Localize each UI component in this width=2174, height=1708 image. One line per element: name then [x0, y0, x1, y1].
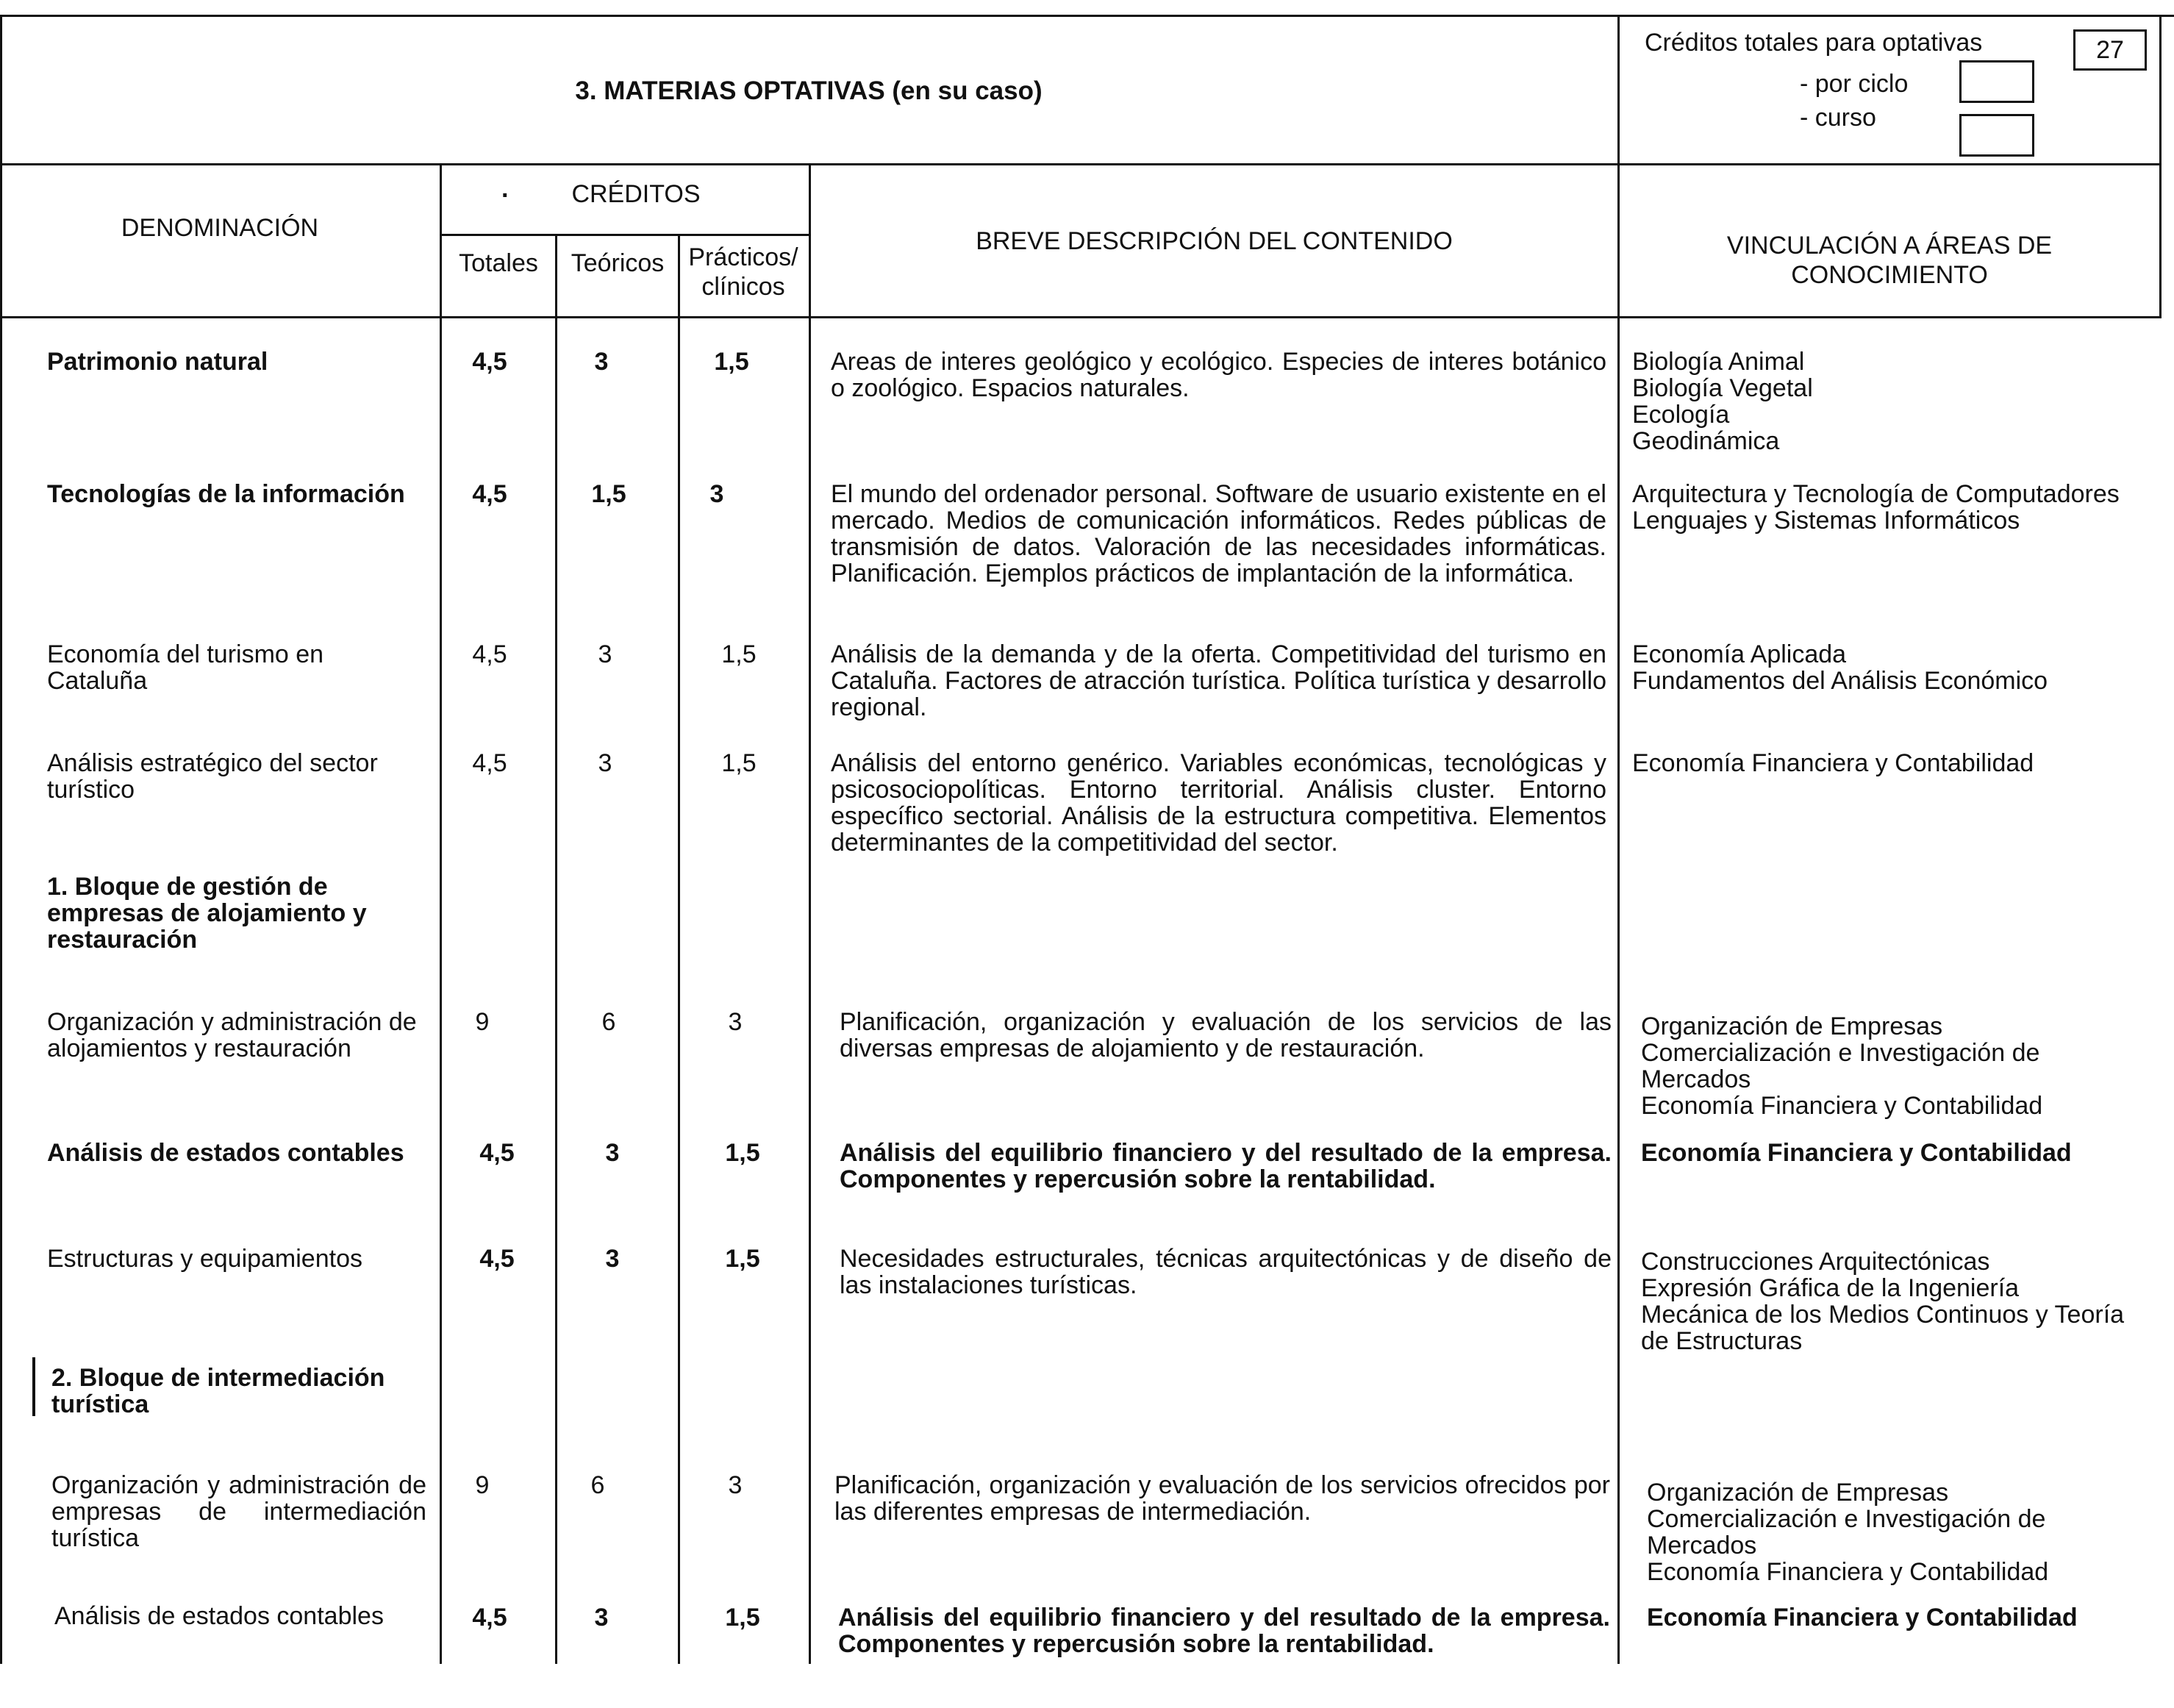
totales-header: Totales — [459, 249, 538, 277]
table-row-practicos: 3 — [728, 1008, 743, 1036]
table-row-name: Tecnologías de la información — [47, 480, 405, 508]
table-row-name: Economía del turismo en Cataluña — [47, 640, 324, 695]
por-ciclo-box — [1959, 60, 2034, 103]
table-row-practicos: 1,5 — [721, 640, 757, 668]
denominacion-header: DENOMINACIÓN — [121, 214, 319, 242]
creditos-bullet: · — [501, 182, 510, 210]
table-row-name: Estructuras y equipamientos — [47, 1245, 362, 1273]
table-row-descripcion: Análisis de la demanda y de la oferta. Competitividad del turismo en Cataluña. Factores de atracción turística. Política turística y desarrollo regional. — [831, 640, 1606, 721]
creditos-totales-label: Créditos totales para optativas — [1645, 29, 1983, 57]
body-line-1 — [440, 316, 442, 1664]
table-row-areas: Biología Animal Biología Vegetal Ecología Geodinámica — [1632, 348, 1813, 455]
table-row-name: Organización y administración de alojamientos y restauración — [47, 1008, 417, 1062]
table-row-practicos: 1,5 — [714, 348, 749, 376]
table-row-descripcion: Areas de interes geológico y ecológico. Especies de interes botánico o zoológico. Espacios naturales. — [831, 348, 1606, 402]
table-row-descripcion: Análisis del equilibrio financiero y del resultado de la empresa. Componentes y repercusión sobre la rentabilidad. — [840, 1139, 1612, 1193]
table-row-descripcion: Necesidades estructurales, técnicas arquitectónicas y de diseño de las instalaciones turísticas. — [840, 1245, 1612, 1299]
table-row-teoricos: 6 — [590, 1471, 605, 1499]
table-row-descripcion: Análisis del equilibrio financiero y del resultado de la empresa. Componentes y repercusión sobre la rentabilidad. — [838, 1604, 1610, 1658]
table-row-name: Organización y administración de empresas de intermediación turística — [51, 1471, 426, 1552]
table-row-name: Análisis estratégico del sector turístico — [47, 749, 378, 804]
table-row-totales: 9 — [475, 1471, 490, 1499]
top-border — [0, 15, 2174, 17]
left-border — [0, 15, 2, 1664]
table-row-practicos: 1,5 — [725, 1604, 760, 1632]
table-row-teoricos: 1,5 — [591, 480, 626, 508]
table-row-teoricos: 3 — [594, 1604, 609, 1632]
table-row-totales: 4,5 — [479, 1139, 515, 1167]
table-row-areas: Economía Financiera y Contabilidad — [1647, 1604, 2078, 1632]
table-row-teoricos: 3 — [605, 1139, 620, 1167]
creditos-header: CRÉDITOS — [571, 180, 701, 208]
curso-label: - curso — [1800, 104, 1876, 132]
table-row-descripcion: Análisis del entorno genérico. Variables económicas, tecnológicas y psicosociopolíticas. Entorno territorial. Análisis cluster. Entorno específico sectorial. Análisis de la estructura competitiva. Elementos determinantes de la competitividad del sector. — [831, 749, 1606, 857]
right-border — [2159, 15, 2162, 316]
creditos-totales-value: 27 — [2096, 36, 2124, 64]
table-row-totales: 9 — [475, 1008, 490, 1036]
table-row-descripcion: Planificación, organización y evaluación de los servicios de las diversas empresas de alojamiento y de restauración. — [840, 1008, 1612, 1062]
table-row-areas: Economía Aplicada Fundamentos del Análisis Económico — [1632, 640, 2048, 695]
table-row-name: Análisis de estados contables — [47, 1139, 404, 1167]
teoricos-header: Teóricos — [571, 249, 665, 277]
table-row-totales: 4,5 — [472, 348, 507, 376]
table-row-areas: Organización de Empresas Comercialización e Investigación de Mercados Economía Financiera y Contabilidad — [1641, 1012, 2043, 1120]
table-row-teoricos: 3 — [605, 1245, 620, 1273]
table-row-totales: 4,5 — [472, 749, 507, 777]
creditos-subheader-line — [440, 234, 811, 236]
table-row-teoricos: 3 — [598, 749, 612, 777]
table-row-totales: 4,5 — [472, 1604, 507, 1632]
table-row-practicos: 1,5 — [725, 1245, 760, 1273]
table-row-descripcion: Planificación, organización y evaluación de los servicios ofrecidos por las diferentes empresas de intermediación. — [834, 1471, 1610, 1526]
block-heading: 1. Bloque de gestión de empresas de alojamiento y restauración — [47, 873, 367, 954]
table-row-practicos: 1,5 — [725, 1139, 760, 1167]
column-header-bottom — [0, 316, 2162, 318]
table-row-practicos: 3 — [709, 480, 724, 508]
table-row-practicos: 3 — [728, 1471, 743, 1499]
table-row-descripcion: El mundo del ordenador personal. Software de usuario existente en el mercado. Medios de comunicación informáticos. Redes públicas de transmisión de datos. Valoración de las necesidades informáticas. Planificación. Ejemplos prácticos de implantación de la informática. — [831, 480, 1606, 587]
block-heading: 2. Bloque de intermediación turística — [51, 1364, 385, 1418]
vinculacion-header: VINCULACIÓN A ÁREAS DE CONOCIMIENTO — [1726, 232, 2053, 289]
curso-box — [1959, 114, 2034, 157]
table-row-teoricos: 6 — [601, 1008, 616, 1036]
table-row-areas: Economía Financiera y Contabilidad — [1632, 749, 2034, 777]
table-row-totales: 4,5 — [472, 480, 507, 508]
table-row-name: Análisis de estados contables — [54, 1602, 384, 1630]
table-row-name: Patrimonio natural — [47, 348, 268, 376]
header-bottom-border — [0, 163, 2162, 165]
table-row-areas: Construcciones Arquitectónicas Expresión Gráfica de la Ingeniería Mecánica de los Medios Continuos y Teoría de Estructuras — [1641, 1248, 2125, 1355]
table-row-areas: Arquitectura y Tecnología de Computadores Lenguajes y Sistemas Informáticos — [1632, 480, 2120, 535]
body-line-2 — [555, 316, 557, 1664]
table-row-practicos: 1,5 — [721, 749, 757, 777]
table-row-areas: Organización de Empresas Comercialización e Investigación de Mercados Economía Financiera y Contabilidad — [1647, 1479, 2049, 1586]
page-title: 3. MATERIAS OPTATIVAS (en su caso) — [575, 76, 1043, 105]
block-2-margin-bar — [32, 1357, 35, 1416]
practicos-header: Prácticos/ clínicos — [688, 243, 798, 301]
table-row-teoricos: 3 — [594, 348, 609, 376]
body-line-5 — [1617, 316, 1620, 1664]
table-row-totales: 4,5 — [479, 1245, 515, 1273]
body-line-3 — [678, 316, 680, 1664]
table-row-totales: 4,5 — [472, 640, 507, 668]
por-ciclo-label: - por ciclo — [1800, 70, 1909, 98]
table-row-areas: Economía Financiera y Contabilidad — [1641, 1139, 2072, 1167]
body-line-4 — [809, 316, 811, 1664]
table-row-teoricos: 3 — [598, 640, 612, 668]
descripcion-header: BREVE DESCRIPCIÓN DEL CONTENIDO — [976, 227, 1453, 255]
col-line-1 — [440, 163, 442, 318]
